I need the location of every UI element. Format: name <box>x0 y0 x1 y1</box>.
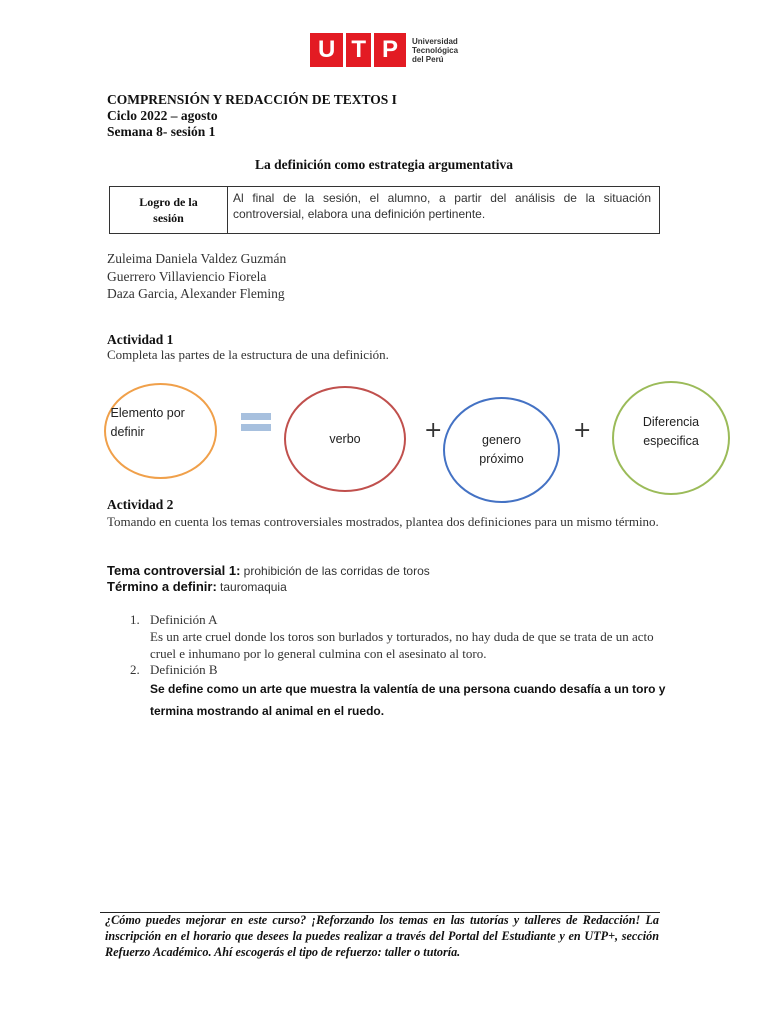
logo-text-line: del Perú <box>412 54 444 64</box>
plus-icon: + <box>424 418 443 443</box>
list-number: 1. <box>130 612 140 627</box>
author-name: Guerrero Villaviencio Fiorela <box>107 268 267 284</box>
activity2-title: Actividad 2 <box>107 497 174 512</box>
diagram-genus-circle <box>443 397 560 503</box>
logo-text-line: Universidad <box>412 36 458 46</box>
term-value: tauromaquia <box>220 580 287 594</box>
list-number: 2. <box>130 662 140 677</box>
logo-separator <box>343 33 346 67</box>
diagram-element-label: Elemento por definir <box>110 406 185 439</box>
logro-table <box>109 186 660 234</box>
utp-logo-mark <box>310 33 406 67</box>
diagram-verb-circle <box>284 386 406 492</box>
diagram-difference-label: Diferencia especifica <box>642 415 700 448</box>
logo-university-name <box>412 37 458 64</box>
activity1-description: Completa las partes de la estructura de una definición. <box>107 347 389 362</box>
logo-letter-u: U <box>318 36 336 63</box>
logo-separator <box>371 33 374 67</box>
utp-logo <box>310 32 458 68</box>
diagram-genus-label: genero próximo <box>479 433 524 466</box>
term-label: Término a definir: <box>107 579 217 594</box>
course-cycle: Ciclo 2022 – agosto <box>107 108 218 123</box>
logo-letter-p: P <box>381 36 398 63</box>
diagram-verb-label: verbo <box>329 431 361 446</box>
topic-block <box>107 563 430 595</box>
topic-label: Tema controversial 1: <box>107 563 241 578</box>
definition-body: Se define como un arte que muestra la valentía de una persona cuando desafía a un toro y termina mostrando al animal en el ruedo. <box>150 682 666 718</box>
logro-label: Logro de la sesión <box>110 187 228 233</box>
page-title: La definición como estrategia argumentativa <box>255 157 513 172</box>
author-name: Zuleima Daniela Valdez Guzmán <box>107 251 287 266</box>
course-session: Semana 8- sesión 1 <box>107 124 216 139</box>
diagram-element-circle <box>104 383 217 479</box>
course-name: COMPRENSIÓN Y REDACCIÓN DE TEXTOS I <box>107 92 397 107</box>
definition-title: Definición B <box>150 662 218 677</box>
logo-letter-t: T <box>351 36 366 63</box>
definition-body: Es un arte cruel donde los toros son burlados y torturados, no hay duda de que se trata de un acto cruel e inhumano por lo general culmina con el asesinato al toro. <box>150 629 654 661</box>
activity1-title: Actividad 1 <box>107 332 174 347</box>
topic-value: prohibición de las corridas de toros <box>243 564 430 578</box>
definitions-list <box>130 612 670 722</box>
authors-list <box>107 250 286 303</box>
diagram-difference-circle <box>612 381 730 495</box>
plus-icon: + <box>573 418 592 443</box>
list-item <box>130 612 670 662</box>
author-name: Daza Garcia, Alexander Fleming <box>107 286 285 301</box>
list-item <box>130 662 670 722</box>
logro-text: Al final de la sesión, el alumno, a partir del análisis de la situación controversial, elabora una definición pertinente. <box>233 191 651 221</box>
activity2-description: Tomando en cuenta los temas controversiales mostrados, plantea dos definiciones para un mismo término. <box>107 514 659 529</box>
footer-note: ¿Cómo puedes mejorar en este curso? ¡Reforzando los temas en las tutorías y talleres de Redacción! La inscripción en el horario que desees la puedes realizar a través del Portal del Estudiante y en UTP+, sección Refuerzo Académico. Ahí escogerás el tipo de refuerzo: taller o tutoría. <box>105 913 659 959</box>
definition-title: Definición A <box>150 612 218 627</box>
logo-text-line: Tecnológica <box>412 45 459 55</box>
equals-icon <box>241 413 271 435</box>
